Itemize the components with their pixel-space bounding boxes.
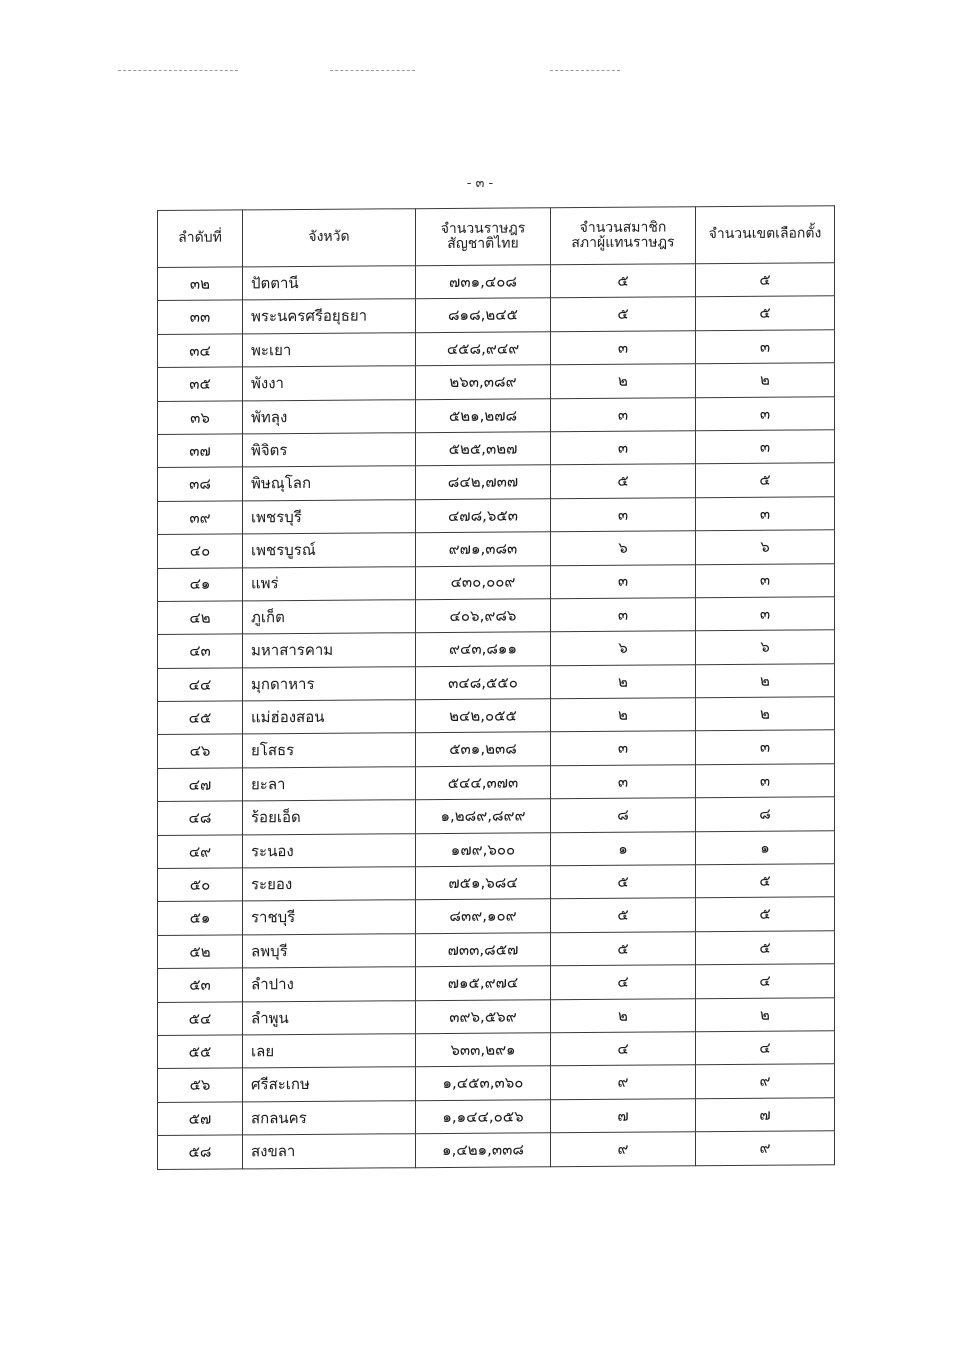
cell-population: ๔๕๘,๙๔๙ (416, 332, 551, 366)
cell-districts: ๓ (696, 730, 835, 764)
cell-members: ๑ (551, 831, 696, 865)
cell-population: ๓๙๖,๕๖๙ (416, 999, 551, 1033)
table-row (158, 296, 835, 334)
table-row (158, 597, 835, 635)
cell-districts: ๒ (696, 663, 835, 697)
cell-population: ๕๒๑,๒๗๘ (416, 398, 551, 432)
cell-province: ยโสธร (243, 733, 416, 768)
table-row (158, 430, 835, 468)
header-population (416, 208, 551, 266)
cell-population: ๓๔๘,๕๕๐ (416, 665, 551, 699)
cell-population: ๘๑๘,๒๔๕ (416, 298, 551, 332)
header-members-line1: จำนวนสมาชิก (579, 219, 667, 236)
cell-order-number: ๕๖ (158, 1068, 243, 1102)
table-row (158, 663, 835, 701)
cell-order-number: ๔๑ (158, 567, 243, 601)
cell-members: ๕ (551, 297, 696, 331)
cell-order-number: ๕๗ (158, 1102, 243, 1136)
cell-population: ๘๔๒,๗๓๗ (416, 465, 551, 499)
cell-members: ๖ (551, 531, 696, 565)
cell-districts: ๕ (696, 931, 835, 965)
cell-districts: ๘ (696, 797, 835, 831)
scan-artifact-line (550, 70, 620, 72)
cell-order-number: ๓๖ (158, 400, 243, 434)
header-districts: จำนวนเขตเลือกตั้ง (696, 206, 835, 264)
cell-districts: ๒ (696, 697, 835, 731)
cell-order-number: ๔๔ (158, 668, 243, 702)
cell-population: ๙๔๓,๘๑๑ (416, 632, 551, 666)
cell-province: พระนครศรีอยุธยา (243, 299, 416, 334)
table-row (158, 263, 835, 301)
cell-order-number: ๓๔ (158, 334, 243, 368)
table-body (158, 263, 835, 1169)
cell-members: ๙ (551, 1065, 696, 1099)
table-row (158, 463, 835, 501)
cell-districts: ๖ (696, 630, 835, 664)
cell-members: ๓ (551, 497, 696, 531)
cell-members: ๒ (551, 998, 696, 1032)
cell-province: มุกดาหาร (243, 666, 416, 701)
cell-members: ๓ (551, 397, 696, 431)
cell-population: ๔๐๖,๙๘๖ (416, 599, 551, 633)
cell-population: ๑,๑๔๔,๐๕๖ (416, 1100, 551, 1134)
cell-districts: ๒ (696, 997, 835, 1031)
cell-members: ๓ (551, 765, 696, 799)
cell-province: สงขลา (243, 1134, 416, 1169)
cell-population: ๙๗๑,๓๘๓ (416, 532, 551, 566)
cell-order-number: ๔๐ (158, 534, 243, 568)
table-row (158, 1131, 835, 1169)
cell-population: ๘๓๙,๑๐๙ (416, 899, 551, 933)
cell-districts: ๓ (696, 597, 835, 631)
cell-population: ๗๑๕,๙๗๔ (416, 966, 551, 1000)
cell-population: ๖๓๓,๒๙๑ (416, 1033, 551, 1067)
cell-population: ๑,๔๕๓,๓๖๐ (416, 1066, 551, 1100)
cell-districts: ๔ (696, 964, 835, 998)
cell-districts: ๙ (696, 1131, 835, 1165)
cell-province: พัทลุง (243, 399, 416, 434)
cell-province: พังงา (243, 366, 416, 401)
cell-districts: ๕ (696, 296, 835, 330)
cell-province: เลย (243, 1034, 416, 1069)
cell-districts: ๓ (696, 396, 835, 430)
cell-population: ๕๒๕,๓๒๗ (416, 432, 551, 466)
cell-districts: ๒ (696, 363, 835, 397)
cell-order-number: ๓๒ (158, 267, 243, 301)
cell-population: ๗๓๓,๘๕๗ (416, 933, 551, 967)
cell-province: ลำปาง (243, 967, 416, 1002)
table-row (158, 830, 835, 868)
cell-order-number: ๓๗ (158, 434, 243, 468)
cell-order-number: ๕๐ (158, 868, 243, 902)
cell-districts: ๕ (696, 864, 835, 898)
cell-province: ภูเก็ต (243, 600, 416, 635)
election-district-table (157, 205, 835, 1169)
table-row (158, 530, 835, 568)
cell-province: ยะลา (243, 767, 416, 802)
cell-districts: ๖ (696, 530, 835, 564)
cell-order-number: ๔๕ (158, 701, 243, 735)
scan-artifact-line (118, 70, 238, 72)
cell-order-number: ๔๒ (158, 601, 243, 635)
cell-province: ลพบุรี (243, 934, 416, 969)
cell-order-number: ๕๕ (158, 1035, 243, 1069)
cell-districts: ๓ (696, 497, 835, 531)
cell-province: สกลนคร (243, 1100, 416, 1135)
cell-members: ๓ (551, 731, 696, 765)
cell-order-number: ๕๒ (158, 935, 243, 969)
cell-province: แพร่ (243, 566, 416, 601)
table-row (158, 764, 835, 802)
cell-order-number: ๓๓ (158, 300, 243, 334)
cell-population: ๑,๔๒๑,๓๓๘ (416, 1133, 551, 1167)
cell-districts: ๑ (696, 830, 835, 864)
cell-population: ๗๓๑,๔๐๘ (416, 265, 551, 299)
cell-order-number: ๕๘ (158, 1135, 243, 1169)
header-population-line1: จำนวนราษฎร (440, 220, 526, 237)
cell-population: ๒๔๒,๐๕๕ (416, 699, 551, 733)
cell-order-number: ๔๘ (158, 801, 243, 835)
cell-population: ๔๓๐,๐๐๙ (416, 565, 551, 599)
cell-members: ๘ (551, 798, 696, 832)
table-row (158, 330, 835, 368)
cell-members: ๒ (551, 364, 696, 398)
table-row (158, 797, 835, 835)
cell-order-number: ๓๘ (158, 467, 243, 501)
cell-province: พิษณุโลก (243, 466, 416, 501)
table-row (158, 864, 835, 902)
cell-members: ๓ (551, 564, 696, 598)
table-row (158, 997, 835, 1035)
cell-province: เพชรบูรณ์ (243, 533, 416, 568)
table-row (158, 1098, 835, 1136)
table-row (158, 964, 835, 1002)
table-row (158, 1031, 835, 1069)
table-row (158, 931, 835, 969)
cell-province: ปัตตานี (243, 266, 416, 301)
cell-province: แม่ฮ่องสอน (243, 700, 416, 735)
cell-districts: ๕ (696, 463, 835, 497)
header-members-line2: สภาผู้แทนราษฎร (571, 234, 675, 252)
cell-districts: ๕ (696, 263, 835, 297)
cell-order-number: ๓๕ (158, 367, 243, 401)
cell-districts: ๔ (696, 1031, 835, 1065)
cell-order-number: ๔๗ (158, 768, 243, 802)
cell-districts: ๙ (696, 1064, 835, 1098)
cell-province: ระนอง (243, 833, 416, 868)
header-members (551, 207, 696, 265)
cell-order-number: ๔๖ (158, 734, 243, 768)
cell-order-number: ๕๔ (158, 1001, 243, 1035)
cell-members: ๓ (551, 331, 696, 365)
cell-districts: ๓ (696, 563, 835, 597)
table-row (158, 396, 835, 434)
cell-members: ๒ (551, 698, 696, 732)
table-row (158, 497, 835, 535)
cell-province: มหาสารคาม (243, 633, 416, 668)
cell-members: ๕ (551, 865, 696, 899)
cell-order-number: ๔๙ (158, 835, 243, 869)
cell-population: ๕๓๑,๒๓๘ (416, 732, 551, 766)
cell-members: ๕ (551, 264, 696, 298)
page-number: - ๓ - (466, 176, 494, 191)
header-province: จังหวัด (243, 209, 416, 267)
cell-members: ๔ (551, 965, 696, 999)
cell-members: ๖ (551, 631, 696, 665)
cell-province: ราชบุรี (243, 900, 416, 935)
cell-districts: ๓ (696, 764, 835, 798)
cell-members: ๔ (551, 1032, 696, 1066)
cell-population: ๒๖๓,๓๘๙ (416, 365, 551, 399)
cell-order-number: ๓๙ (158, 501, 243, 535)
cell-members: ๕ (551, 464, 696, 498)
table-row (158, 563, 835, 601)
cell-members: ๕ (551, 898, 696, 932)
table-row (158, 697, 835, 735)
table-row (158, 1064, 835, 1102)
cell-province: เพชรบุรี (243, 499, 416, 534)
cell-province: ระยอง (243, 867, 416, 902)
cell-members: ๒ (551, 664, 696, 698)
cell-order-number: ๕๓ (158, 968, 243, 1002)
table-row (158, 897, 835, 935)
cell-province: ร้อยเอ็ด (243, 800, 416, 835)
cell-province: พิจิตร (243, 433, 416, 468)
table-header-row (158, 206, 835, 268)
cell-order-number: ๔๓ (158, 634, 243, 668)
cell-districts: ๓ (696, 430, 835, 464)
cell-population: ๔๗๘,๖๕๓ (416, 498, 551, 532)
table-row (158, 630, 835, 668)
cell-districts: ๓ (696, 330, 835, 364)
cell-members: ๙ (551, 1132, 696, 1166)
cell-members: ๕ (551, 932, 696, 966)
cell-members: ๓ (551, 598, 696, 632)
cell-population: ๑๗๙,๖๐๐ (416, 832, 551, 866)
cell-members: ๗ (551, 1099, 696, 1133)
cell-province: ลำพูน (243, 1000, 416, 1035)
cell-order-number: ๕๑ (158, 901, 243, 935)
table-row (158, 730, 835, 768)
cell-population: ๑,๒๘๙,๘๙๙ (416, 799, 551, 833)
cell-population: ๕๔๔,๓๗๓ (416, 766, 551, 800)
cell-province: พะเยา (243, 332, 416, 367)
cell-province: ศรีสะเกษ (243, 1067, 416, 1102)
header-order-number: ลำดับที่ (158, 210, 243, 268)
cell-districts: ๕ (696, 897, 835, 931)
scan-artifact-line (330, 70, 415, 72)
table-row (158, 363, 835, 401)
cell-districts: ๗ (696, 1098, 835, 1132)
cell-members: ๓ (551, 431, 696, 465)
cell-population: ๗๕๑,๖๘๔ (416, 866, 551, 900)
header-population-line2: สัญชาติไทย (447, 235, 519, 252)
